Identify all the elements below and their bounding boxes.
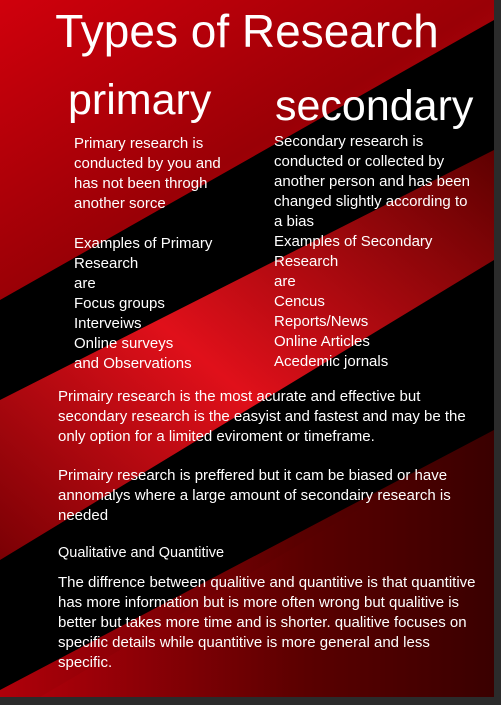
- secondary-heading: secondary: [275, 82, 474, 130]
- secondary-description: Secondary research is conducted or collected by another person and has been changed slightly according to a bias Examples of Secondary Research are Cencus Reports/News Online Articles Acedemic jornals: [274, 133, 470, 370]
- poster-title: Types of Research: [55, 5, 439, 57]
- canvas-edge-right: [494, 0, 501, 705]
- qualitative-subheading: Qualitative and Quantitive: [58, 545, 225, 561]
- primary-heading: primary: [68, 76, 212, 124]
- canvas-edge-bottom: [0, 697, 501, 705]
- preference-paragraph: Primairy research is preffered but it cam be biased or have annomalys where a large amount of secondairy research is needed: [58, 467, 451, 524]
- primary-description: Primary research is conducted by you and has not been throgh another sorce Examples of Primary Research are Focus groups Interveiws Online surveys and Observations: [74, 135, 221, 372]
- comparison-paragraph: Primairy research is the most acurate and effective but secondary research is the easyist and fastest and may be the only option for a limited eviroment or timeframe.: [58, 388, 466, 445]
- qualitative-paragraph: The diffrence between qualitive and quantitive is that quantitive has more information but is more often wrong but qualitive is better but takes more time and is shorter. qualitive focuses on specific details while quantitive is more general and less specific.: [58, 574, 476, 671]
